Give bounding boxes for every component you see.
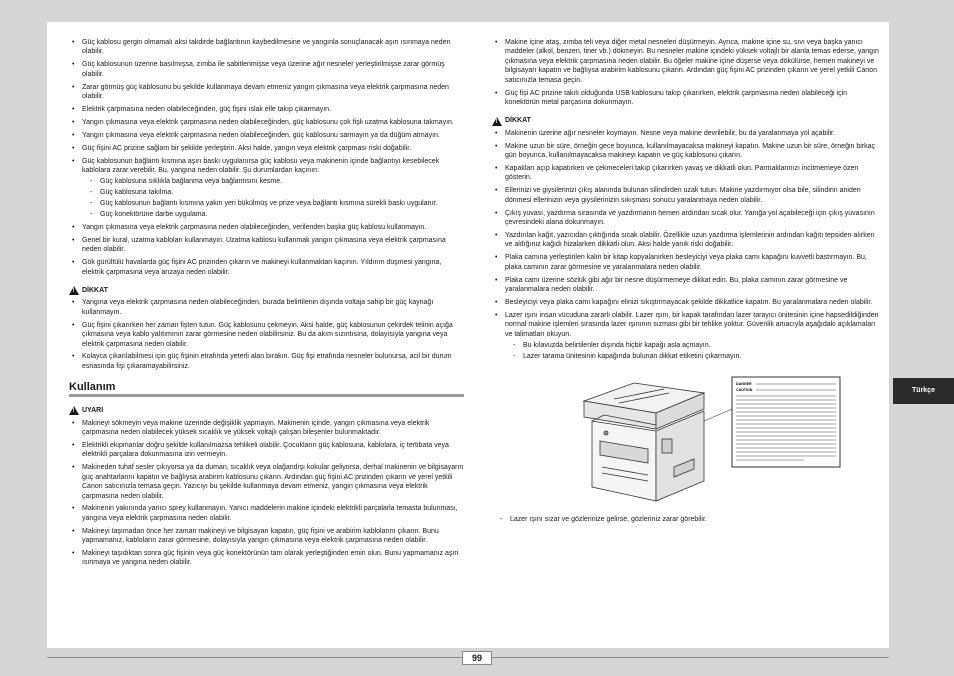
list-item: • Çıkış yuvası, yazdırma sırasında ve yazdırmanın hemen ardından sıcak olur. Yanığa yol açabileceği için çıkış yuvasının çevresindeki alana dokunmayın. bbox=[492, 209, 880, 228]
laser-caution-label bbox=[732, 377, 840, 467]
warning-heading bbox=[69, 406, 464, 415]
after-figure-list bbox=[492, 515, 880, 524]
sub-list-item: - Lazer ışını sızar ve gözlerinize gelirse, gözleriniz zarar görebilir. bbox=[492, 515, 880, 524]
list-item: • Makineyi sökmeyin veya makine üzerinde değişiklik yapmayın. Makinenin içinde, yangın çıkmasına veya elektrik çarpmasına neden olabilecek yüksek sıcaklık ve yüksek voltajlı çalışan bileşenler bulunmaktadır. bbox=[69, 419, 464, 438]
list-item: • Makineyi taşımadan önce her zaman makineyi ve bilgisayarı kapatın, güç fişini ve arabirim kablolarını çıkarın. Bunu yapmamanız, kabloların zarar görmesine, dolayısıyla yangın çıkmasına veya elektrik çarpmasına neden olabilir. bbox=[69, 527, 464, 546]
sub-list-item: - Güç kablosuna takılma. bbox=[82, 188, 464, 197]
section-title: Kullanım bbox=[69, 381, 464, 397]
sub-list-item: - Lazer tarama ünitesinin kapağında bulunan dikkat etiketini çıkarmayın. bbox=[505, 352, 880, 361]
left-list-1 bbox=[69, 38, 464, 277]
list-item: • Ellerinizi ve giysilerinizi çıkış alanında bulunan silindirden uzak tutun. Makine yazdırmıyor olsa bile, silindirin aniden dönmesi ellerinizin veya giysilerinizin sıkışması sonucu yaralanmaya neden olabilir. bbox=[492, 186, 880, 205]
sub-list bbox=[505, 341, 880, 361]
warning-triangle-icon bbox=[69, 406, 79, 415]
left-column bbox=[69, 38, 464, 571]
language-tab: Türkçe bbox=[893, 378, 954, 404]
list-item: • Yangın çıkmasına veya elektrik çarpmasına neden olabileceğinden, güç kablosunu sarmayın ya da düğüm atmayın. bbox=[69, 131, 464, 140]
right-column bbox=[492, 38, 880, 526]
document-page bbox=[47, 22, 889, 648]
list-item: • Elektrikli ekipmanlar doğru şekilde kullanılmazsa tehlikeli olabilir. Çocukların güç kablosuna, kablolara, iç tertibata veya elektrikli parçalara dokunmasına izin vermeyin. bbox=[69, 441, 464, 460]
list-item: • Plaka camı üzerine sözlük gibi ağır bir nesne düşürmemeye dikkat edin. Bu, plaka camının zarar görmesine ve yaralanmalara neden olabilir. bbox=[492, 276, 880, 295]
sub-list-item: - Güç kablosunun bağlantı kısmına yakın yeri bükülmüş ve prize veya bağlantı kısmına sürekli baskı uygulanır. bbox=[82, 199, 464, 208]
list-item-text: Lazer ışını insan vücuduna zararlı olabilir. Lazer ışını, bir kapak tarafından lazer tarayıcı ünitesinin içine hapsedildiğinden normal makine işlemleri sırasında lazer ışınının sızması gibi bir tehlike yoktur. Güvenlik amacıyla aşağıdaki açıklamaları ve talimatları okuyun. bbox=[505, 311, 879, 338]
warning-triangle-icon bbox=[492, 117, 502, 126]
printer-icon bbox=[584, 383, 704, 501]
list-item: • Makineden tuhaf sesler çıkıyorsa ya da duman, sıcaklık veya olağandışı kokular geliyorsa, derhal makinenin ve bilgisayarın güç anahtarlarını kapatın ve bağlıysa arabirim kablosunu çıkarın. Ardından güç fişini AC prizinden çıkarın ve yerel yetkili Canon satıcınızla temasa geçin. Yazıcıyı bu şekilde kullanmaya devam etmeniz, yangın çıkmasına veya elektrik çarpmasına neden olabilir. bbox=[69, 463, 464, 501]
list-item: • Makinenin üzerine ağır nesneler koymayın. Nesne veya makine devrilebilir, bu da yaralanmaya yol açabilir. bbox=[492, 129, 880, 138]
caution-heading bbox=[69, 286, 464, 295]
label-heading: DANGER bbox=[736, 382, 752, 387]
printer-illustration bbox=[544, 371, 844, 509]
list-item: • Makine içine ataş, zımba teli veya diğer metal nesneleri düşürmeyin. Ayrıca, makine içine su, sıvı veya başka yanıcı maddeler (alkol, benzen, tiner vb.) dökmeyin. Bu nesneler makine içindeki yüksek voltajlı bir alanla temas ederse, yangın çıkmasına veya elektrik çarpmasına neden olabilir. Bu öğeler makine içine düşerse veya dökülürse, hemen makineyi ve bilgisayarı kapatın ve bağlıysa arabirim kablosunu çıkarın. Ardından güç fişini AC prizinden çıkarın ve yerel yetkili Canon satıcınızla temasa geçin. bbox=[492, 38, 880, 85]
list-item: • Gök gürültülü havalarda güç fişini AC prizinden çıkarın ve makineyi kullanmaktan kaçının. Yıldırım düşmesi yangına, elektrik çarpmasına veya arızaya neden olabilir. bbox=[69, 258, 464, 277]
list-item-text: Güç kablosunun bağlantı kısmına aşırı baskı uygulanırsa güç kablosu veya makinenin içinde bağlantıyı kesebilecek kablolara zarar verebilir. Bu, yangına neden olabilir. Şu durumlardan kaçının: bbox=[82, 157, 440, 174]
list-item: • Kolayca çıkarılabilmesi için güç fişinin etrafında yeterli alan bırakın. Güç fişi etrafında nesneler bulunursa, acil bir durum esnasında fişi çıkaramayabilirsiniz. bbox=[69, 352, 464, 371]
sub-list bbox=[82, 177, 464, 219]
list-item: • Yangın çıkmasına veya elektrik çarpmasına neden olabileceğinden, güç kablosunu çok fişli uzatma kablosuna takmayın. bbox=[69, 118, 464, 127]
list-item: • Elektrik çarpmasına neden olabileceğinden, güç fişini ıslak elle takıp çıkarmayın. bbox=[69, 105, 464, 114]
list-item: • Kapakları açıp kapatırken ve çekmeceleri takıp çıkarırken yavaş ve dikkatli olun. Parmaklarınızı incitmemeye özen gösterin. bbox=[492, 164, 880, 183]
sub-list-item: - Güç kablosuna sıklıkla bağlanma veya bağlantısını kesme. bbox=[82, 177, 464, 186]
list-item bbox=[492, 311, 880, 362]
list-item: • Makinenin yakınında yanıcı sprey kullanmayın. Yanıcı maddelerin makine içindeki elektrikli parçalarla temasta bulunması, yangına veya elektrik çarpmasına neden olabilir. bbox=[69, 504, 464, 523]
label-heading: CAUTION bbox=[736, 388, 753, 393]
caution-heading bbox=[492, 116, 880, 125]
caution-list bbox=[492, 129, 880, 362]
list-item: • Makine uzun bir süre, örneğin gece boyunca, kullanılmayacaksa makineyi kapatın. Makine uzun bir süre, örneğin birkaç gün boyunca, kullanılmayacaksa makineyi kapatın ve güç kablosunu çıkarın. bbox=[492, 142, 880, 161]
caution-label: DİKKAT bbox=[82, 287, 108, 295]
list-item: • Makineyi taşıdıktan sonra güç fişinin veya güç konektörünün tam olarak yerleştiğinden emin olun. Bunu yapmamanız aşırı ısınmaya ve yangına neden olabilir. bbox=[69, 549, 464, 568]
list-item: • Yangın çıkmasına veya elektrik çarpmasına neden olabileceğinden, verilenden başka güç kablosu kullanmayın. bbox=[69, 223, 464, 232]
list-item: • Güç kablosunun üzerine basılmışsa, zımba ile sabitlenmişse veya üzerine ağır nesneler yerleştirilmişse zarar görmüş olabilir. bbox=[69, 60, 464, 79]
list-item: • Genel bir kural, uzatma kabloları kullanmayın. Uzatma kablosu kullanmak yangın çıkmasına veya elektrik çarpmasına neden olabilir. bbox=[69, 236, 464, 255]
list-item: • Güç kablosu gergin olmamalı aksi takdirde bağlantının kaybedilmesine ve yangınla sonuçlanacak aşırı ısınmaya neden olabilir. bbox=[69, 38, 464, 57]
caution-label: DİKKAT bbox=[505, 117, 531, 125]
caution-list bbox=[69, 298, 464, 371]
sub-list-item: - Bu kılavuzda belirtilenler dışında hiçbir kapağı asla açmayın. bbox=[505, 341, 880, 350]
list-item: • Güç fişi AC prizine takılı olduğunda USB kablosunu takıp çıkarırken, elektrik çarpmasına neden olabileceği için konektörün metal parçasına dokunmayın. bbox=[492, 89, 880, 108]
warning-label: UYARI bbox=[82, 407, 104, 415]
list-item: • Plaka camına yerleştirilen kalın bir kitap kopyalanırken besleyiciyi veya plaka camı kapağını kuvvetli bastırmayın. Bu, plaka camının zarar görmesine ve yaralanmalara neden olabilir. bbox=[492, 253, 880, 272]
right-list-1 bbox=[492, 38, 880, 107]
warning-triangle-icon bbox=[69, 286, 79, 295]
sub-list-item: - Güç konektörüne darbe uygulama. bbox=[82, 210, 464, 219]
list-item bbox=[69, 157, 464, 220]
printer-drawing bbox=[544, 371, 844, 509]
list-item: • Güç fişini çıkarırken her zaman fişten tutun. Güç kablosunu çekmeyin. Aksi halde, güç kablosunun çekirdek telinin açığa çıkmasına veya kablo yalıtımının zarar görmesine neden olabilirsiniz. Bu da akım sızıntısına, dolayısıyla yangına veya elektrik çarpmasına neden olabilir. bbox=[69, 321, 464, 349]
list-item: • Besleyiciyi veya plaka camı kapağını elinizi sıkıştırmayacak şekilde dikkatlice kapatın. Bu yaralanmalara neden olabilir. bbox=[492, 298, 880, 307]
page-number: 99 bbox=[462, 651, 492, 665]
list-item: • Güç fişini AC prizine sağlam bir şekilde yerleştirin. Aksi halde, yangın veya elektrik çarpması riski doğabilir. bbox=[69, 144, 464, 153]
list-item: • Yangına veya elektrik çarpmasına neden olabileceğinden, burada belirtilenin dışında voltaja sahip bir güç kaynağı kullanmayın. bbox=[69, 298, 464, 317]
warning-list bbox=[69, 419, 464, 568]
list-item: • Yazdırılan kağıt, yazıcıdan çıktığında sıcak olabilir. Özellikle uzun yazdırma işlemlerinin ardından kağıtı tepsiden alırken ve aldığınız kağıdı hizalarken dikkatli olun. Aksi halde yanık riski doğabilir. bbox=[492, 231, 880, 250]
leader-line bbox=[704, 409, 732, 421]
list-item: • Zarar görmüş güç kablosunu bu şekilde kullanmaya devam etmeniz yangın çıkmasına veya elektrik çarpmasına neden olabilir. bbox=[69, 83, 464, 102]
